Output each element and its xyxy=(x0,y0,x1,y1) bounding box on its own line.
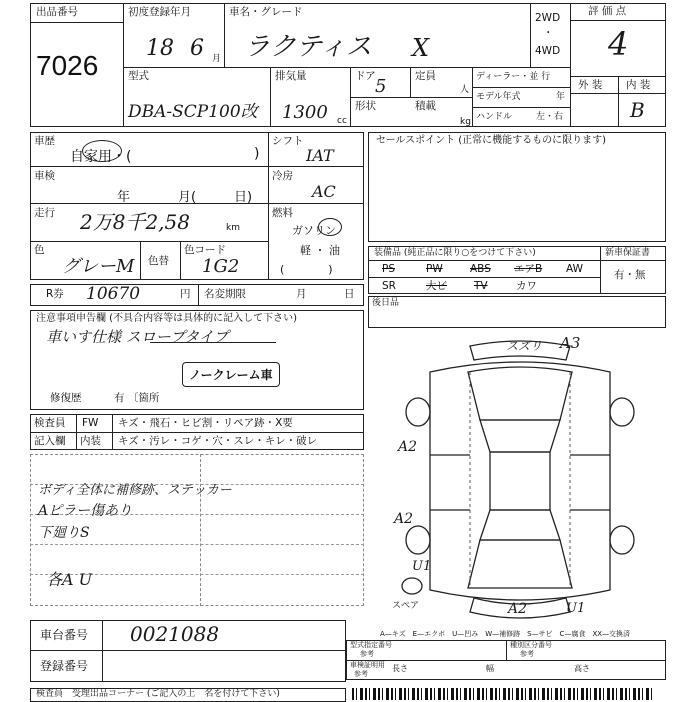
remark-line-2: Aピラー傷あり xyxy=(38,503,133,519)
interior-label: 内 装 xyxy=(626,79,651,91)
person-unit: 人 xyxy=(460,85,470,95)
name-change-day: 日 xyxy=(344,288,355,300)
first-reg-label: 初度登録年月 xyxy=(128,6,191,18)
score: 4 xyxy=(608,25,629,63)
color-value: グレーM xyxy=(62,256,135,277)
equip-pw: PW xyxy=(426,263,443,275)
lot-number: 7026 xyxy=(36,50,99,81)
legend-ref-1: 参考 xyxy=(360,650,374,658)
legend-height-label: 高さ xyxy=(574,664,590,673)
legend-length-label: 長さ xyxy=(392,664,408,673)
car-grade: X xyxy=(412,34,430,62)
inspection-label: 車検 xyxy=(34,170,55,182)
equip-aw: AW xyxy=(566,263,583,275)
equip-airbag: エアB xyxy=(514,263,543,275)
legend-text: A—キズ E—エクボ U—凹み W—補修跡 S—サビ C—腐食 XX—交換済 xyxy=(380,630,631,638)
history-circle xyxy=(82,140,122,162)
inspector-label-1: 検査員 xyxy=(34,417,66,429)
recycle-label: R券 xyxy=(46,288,64,300)
name-change-label: 名変期限 xyxy=(204,288,246,300)
doors: 5 xyxy=(375,76,387,97)
model-label: 型式 xyxy=(128,70,149,82)
score-label: 評 価 点 xyxy=(588,5,627,17)
equip-large: 大ビ xyxy=(426,280,447,292)
first-reg-month-unit: 月 xyxy=(212,54,222,64)
diagram-mark-u1-left: U1 xyxy=(412,559,432,574)
mileage-label: 走行 xyxy=(34,207,55,219)
legend-model-label: 型式指定番号 xyxy=(350,641,392,649)
warranty-label: 新車保証書 xyxy=(605,248,651,258)
diagram-mark-u1-bottom: U1 xyxy=(566,601,586,616)
model-code: DBA-SCP100改 xyxy=(128,102,258,122)
load-label: 積載 xyxy=(415,100,436,112)
barcode xyxy=(352,688,652,700)
name-change-month: 月 xyxy=(296,288,307,300)
diagram-mark-a3: A3 xyxy=(560,334,581,352)
first-reg-month: 6 xyxy=(190,36,204,61)
legend-ref-3: 参考 xyxy=(354,670,368,678)
displacement-label: 排気量 xyxy=(275,70,307,82)
fuel-paren: ( ) xyxy=(280,263,333,276)
inspector-interior: 内装 xyxy=(80,435,101,447)
model-year-unit: 年 xyxy=(556,92,566,102)
frame-label: 車台番号 xyxy=(40,628,89,642)
capacity-label: 定員 xyxy=(415,70,436,82)
spare-label: スペア xyxy=(392,601,420,611)
color-code-label: 色コード xyxy=(184,244,226,256)
diagram-mark-scratch-top: スズリ xyxy=(506,339,543,353)
reg-label: 登録番号 xyxy=(40,659,89,673)
legend-ref-2: 参考 xyxy=(520,650,534,658)
repair-label: 修復歴 xyxy=(50,392,82,404)
ac-value: AC xyxy=(312,182,336,201)
sales-points-title: セールスポイント (正常に機能するものに限ります) xyxy=(376,135,607,146)
repaint-label: 色替 xyxy=(148,255,169,267)
remark-line-1: ボディ全体に補修跡、ステッカー xyxy=(38,483,232,498)
equip-ps: PS xyxy=(382,263,395,275)
exterior-label: 外 装 xyxy=(578,79,603,91)
fuel-label: 燃料 xyxy=(272,207,293,219)
warranty-value: 有・無 xyxy=(614,269,646,281)
legend-width-label: 幅 xyxy=(486,664,494,673)
color-code: 1G2 xyxy=(202,256,240,277)
fuel-circle xyxy=(318,218,342,236)
lot-label: 出品番号 xyxy=(36,6,78,18)
fuel-gas: ガソリン xyxy=(292,224,336,237)
history-label: 車歴 xyxy=(34,135,55,147)
equip-leather: カワ xyxy=(516,280,537,292)
model-year-label: モデル年式 xyxy=(476,92,521,102)
recycle-frame xyxy=(30,284,364,306)
shift-value: IAT xyxy=(306,146,334,165)
diagram-mark-a2-bottom: A2 xyxy=(508,601,528,617)
inspector-fw: FW xyxy=(82,417,99,429)
notes-handwritten: 車いす仕様 スロープタイプ xyxy=(46,328,229,346)
inspector-label-2: 記入欄 xyxy=(34,435,66,447)
car-name: ラクティス xyxy=(244,32,372,62)
handle-options: 左・右 xyxy=(536,112,564,122)
car-name-label: 車名・グレード xyxy=(229,6,303,18)
cc-unit: cc xyxy=(337,116,347,126)
shift-label: シフト xyxy=(272,135,304,147)
footer-text: 検査員 受理出品コーナー (ご記入の上 名を付けて下さい) xyxy=(36,689,280,699)
diagram-mark-a2-left-2: A2 xyxy=(394,511,414,527)
kg-unit: kg xyxy=(460,117,471,127)
doors-label: ドア xyxy=(355,70,376,82)
inspector-fw-desc: キズ・飛石・ヒビ割・リペア跡・X要 xyxy=(118,417,293,429)
dealer-label: ディーラー・並 行 xyxy=(476,72,551,82)
rear-items-label: 後日品 xyxy=(372,298,400,308)
legend-category-label: 種別区分番号 xyxy=(510,641,552,649)
equip-sr: SR xyxy=(382,280,396,292)
diagram-mark-a2-left: A2 xyxy=(398,439,418,455)
rear-items-frame xyxy=(368,296,666,328)
notes-title: 注意事項申告欄 (不具合内容等は具体的に記入して下さい) xyxy=(36,313,297,324)
history-value: 自家用・( xyxy=(70,149,132,165)
fuel-light: 軽 ・ 油 xyxy=(300,244,340,257)
mileage-unit: km xyxy=(226,223,240,233)
history-paren-close: ) xyxy=(254,146,260,162)
remark-line-4: 各A U xyxy=(46,570,93,589)
handle-label: ハンドル xyxy=(476,112,513,122)
inspection-day-unit: 日) xyxy=(234,190,253,205)
inspection-year-unit: 年 xyxy=(117,190,131,205)
remark-line-3: 下廻りS xyxy=(38,525,90,541)
displacement: 1300 xyxy=(282,102,328,123)
equipment-title: 装備品 (純正品に限り○をつけて下さい) xyxy=(374,248,536,258)
repair-value: 有 〔箇所 xyxy=(114,392,160,404)
drive-4wd: 4WD xyxy=(535,45,561,57)
color-label: 色 xyxy=(34,244,45,256)
legend-cert-label: 車検証明用 xyxy=(350,661,385,669)
frame-value: 0021088 xyxy=(130,622,220,646)
sales-points-frame xyxy=(368,132,666,242)
ac-label: 冷房 xyxy=(272,170,293,182)
shape-label: 形状 xyxy=(355,100,376,112)
inspector-interior-desc: キズ・汚レ・コゲ・穴・スレ・キレ・破レ xyxy=(118,435,318,447)
inspection-month-unit: 月( xyxy=(178,190,197,205)
drive-2wd: 2WD xyxy=(535,12,561,24)
equip-abs: ABS xyxy=(470,263,491,275)
first-reg-year: 18 xyxy=(146,36,174,61)
equip-tv: TV xyxy=(474,280,488,292)
no-claim-stamp: ノークレーム車 xyxy=(182,362,280,387)
interior-grade: B xyxy=(630,98,645,122)
recycle-yen: 円 xyxy=(180,288,191,300)
drive-dot: ・ xyxy=(543,27,554,39)
mileage-value: 2万8千2,58 xyxy=(80,210,190,234)
recycle-value: 10670 xyxy=(86,284,141,304)
